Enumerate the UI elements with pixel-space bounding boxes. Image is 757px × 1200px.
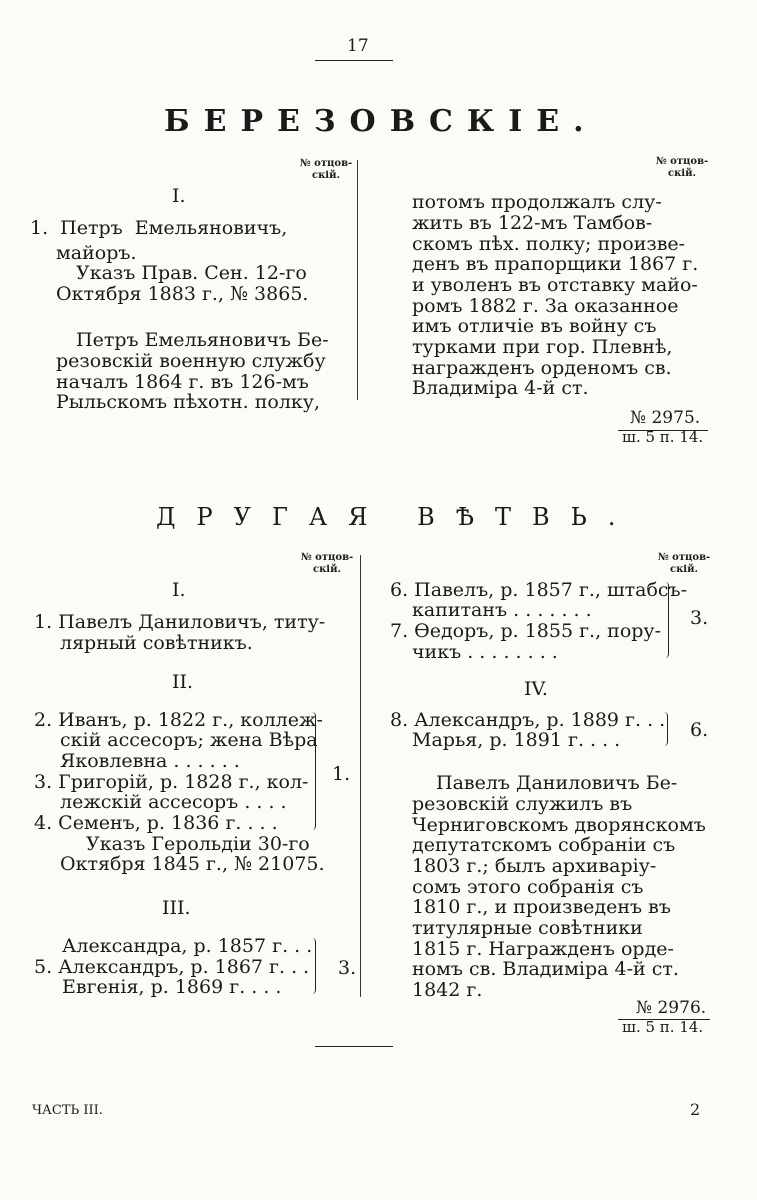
main-title: БЕРЕЗОВСКIЕ. bbox=[164, 104, 598, 139]
ref-iv: 6. bbox=[690, 719, 709, 741]
page-number: 17 bbox=[347, 36, 369, 56]
footer-part: ЧАСТЬ III. bbox=[32, 1103, 103, 1118]
col-header-line2: скій. bbox=[311, 170, 340, 181]
section2-roman3: III. bbox=[162, 897, 191, 919]
col-header-line1: № отцов- bbox=[299, 158, 353, 169]
entry-6-cont: капитанъ . . . . . . . bbox=[412, 599, 592, 621]
bio-line: Павелъ Даниловичъ Бе- bbox=[436, 772, 678, 794]
col-header-left bbox=[296, 158, 356, 182]
entry-m: Марья, р. 1891 г. . . . bbox=[412, 729, 621, 751]
entry-5: 5. Александръ, р. 1867 г. . . bbox=[34, 956, 310, 978]
entry-1-cont: лярный совѣтникъ. bbox=[60, 632, 253, 654]
entry-6: 6. Павелъ, р. 1857 г., штабсъ- bbox=[390, 579, 688, 601]
section1-line: Указъ Прав. Сен. 12-го bbox=[76, 262, 307, 284]
col-header-line2: скій. bbox=[312, 564, 341, 575]
decree-line: Указъ Герольдіи 30-го bbox=[86, 833, 310, 855]
col-header-line1: № отцов- bbox=[655, 156, 709, 167]
section1-right-line: потомъ продолжалъ слу- bbox=[412, 191, 662, 213]
entry-7-cont: чикъ . . . . . . . . bbox=[412, 641, 558, 663]
bio-line: Черниговскомъ дворянскомъ bbox=[412, 814, 706, 836]
entry-7: 7. Ѳедоръ, р. 1855 г., пору- bbox=[390, 620, 662, 642]
entry-2-cont: скій ассесоръ; жена Вѣра bbox=[60, 729, 318, 751]
footer-sheet: 2 bbox=[690, 1100, 701, 1119]
section1-right-line: скомъ пѣх. полку; произве- bbox=[412, 233, 686, 255]
section2-location: ш. 5 п. 14. bbox=[622, 1018, 704, 1036]
section2-roman1: I. bbox=[172, 579, 186, 601]
col-header-line2: скій. bbox=[667, 168, 696, 179]
section1-left-rule bbox=[357, 160, 358, 400]
section2-title: ДРУГАЯ ВѢТВЬ. bbox=[156, 503, 637, 531]
section1-right-line: и уволенъ въ отставку майо- bbox=[412, 274, 698, 296]
entry-4: 4. Семенъ, р. 1836 г. . . . bbox=[34, 812, 278, 834]
page-end-rule bbox=[315, 1046, 393, 1047]
col-header-line1: № отцов- bbox=[300, 552, 354, 563]
bio-line: 1803 г.; былъ архиваріу- bbox=[412, 855, 657, 877]
bio-line: титулярные совѣтники bbox=[412, 917, 643, 939]
bio-line: резовскій служилъ въ bbox=[412, 793, 633, 815]
section1-line: майоръ. bbox=[56, 242, 137, 264]
entry-e: Евгенія, р. 1869 г. . . . bbox=[62, 976, 282, 998]
section1-right-line: Владиміра 4-й ст. bbox=[412, 377, 589, 399]
ref-67: 3. bbox=[690, 607, 709, 629]
entry-3-cont: лежскій ассесоръ . . . . bbox=[60, 791, 287, 813]
col-header-line2: скій. bbox=[669, 564, 698, 575]
entry-1: 1. Павелъ Даниловичъ, титу- bbox=[34, 611, 326, 633]
col-header-right bbox=[652, 156, 712, 180]
section1-line: Октября 1883 г., № 3865. bbox=[56, 283, 309, 305]
entry-8: 8. Александръ, р. 1889 г. . . bbox=[390, 709, 666, 731]
section1-line: резовскій военную службу bbox=[56, 350, 326, 372]
section2-roman2: II. bbox=[172, 671, 194, 693]
section1-right-line: денъ въ прапорщики 1867 г. bbox=[412, 253, 699, 275]
section1-record-number: № 2975. bbox=[630, 408, 701, 428]
section1-line: Рыльскомъ пѣхотн. полку, bbox=[56, 391, 320, 413]
entry-3: 3. Григорій, р. 1828 г., кол- bbox=[34, 771, 309, 793]
section2-record-number: № 2976. bbox=[636, 998, 707, 1018]
bio-line: депутатскомъ собраніи съ bbox=[412, 834, 676, 856]
bio-line: 1815 г. Награжденъ орде- bbox=[412, 938, 674, 960]
bio-line: сомъ этого собранія съ bbox=[412, 876, 644, 898]
section1-line: 1. Петръ Емельяновичъ, bbox=[30, 217, 288, 239]
entry-2: 2. Иванъ, р. 1822 г., коллеж- bbox=[34, 709, 323, 731]
brace-ii bbox=[310, 712, 316, 830]
page-number-rule bbox=[315, 60, 393, 61]
section1-right-line: жить въ 122-мъ Тамбов- bbox=[412, 212, 653, 234]
entry-a: Александра, р. 1857 г. . . bbox=[62, 935, 313, 957]
section1-line: началъ 1864 г. въ 126-мъ bbox=[56, 371, 309, 393]
col-header-line1: № отцов- bbox=[657, 552, 711, 563]
section1-right-line: награжденъ орденомъ св. bbox=[412, 357, 672, 379]
bio-line: 1842 г. bbox=[412, 979, 483, 1001]
section1-location: ш. 5 п. 14. bbox=[622, 428, 704, 446]
bio-line: 1810 г., и произведенъ въ bbox=[412, 896, 671, 918]
brace-iv bbox=[662, 712, 668, 746]
ref-iii: 3. bbox=[338, 957, 357, 979]
section1-right-line: имъ отличіе въ войну съ bbox=[412, 315, 657, 337]
section2-left-rule bbox=[360, 555, 361, 997]
section2-roman4: IV. bbox=[524, 678, 548, 700]
brace-iii bbox=[310, 938, 316, 994]
section1-line: Петръ Емельяновичъ Бе- bbox=[76, 329, 329, 351]
bio-line: номъ св. Владиміра 4-й ст. bbox=[412, 958, 679, 980]
col-header-left-2 bbox=[297, 552, 357, 576]
entry-2-cont: Яковлевна . . . . . . bbox=[60, 750, 240, 772]
section1-roman: I. bbox=[172, 185, 186, 207]
section1-right-line: ромъ 1882 г. За оказанное bbox=[412, 295, 679, 317]
col-header-right-2 bbox=[654, 552, 714, 576]
ref-ii: 1. bbox=[332, 763, 351, 785]
section1-right-line: турками при гор. Плевнѣ, bbox=[412, 336, 673, 358]
decree-line: Октября 1845 г., № 21075. bbox=[60, 853, 325, 875]
brace-67 bbox=[663, 582, 669, 658]
